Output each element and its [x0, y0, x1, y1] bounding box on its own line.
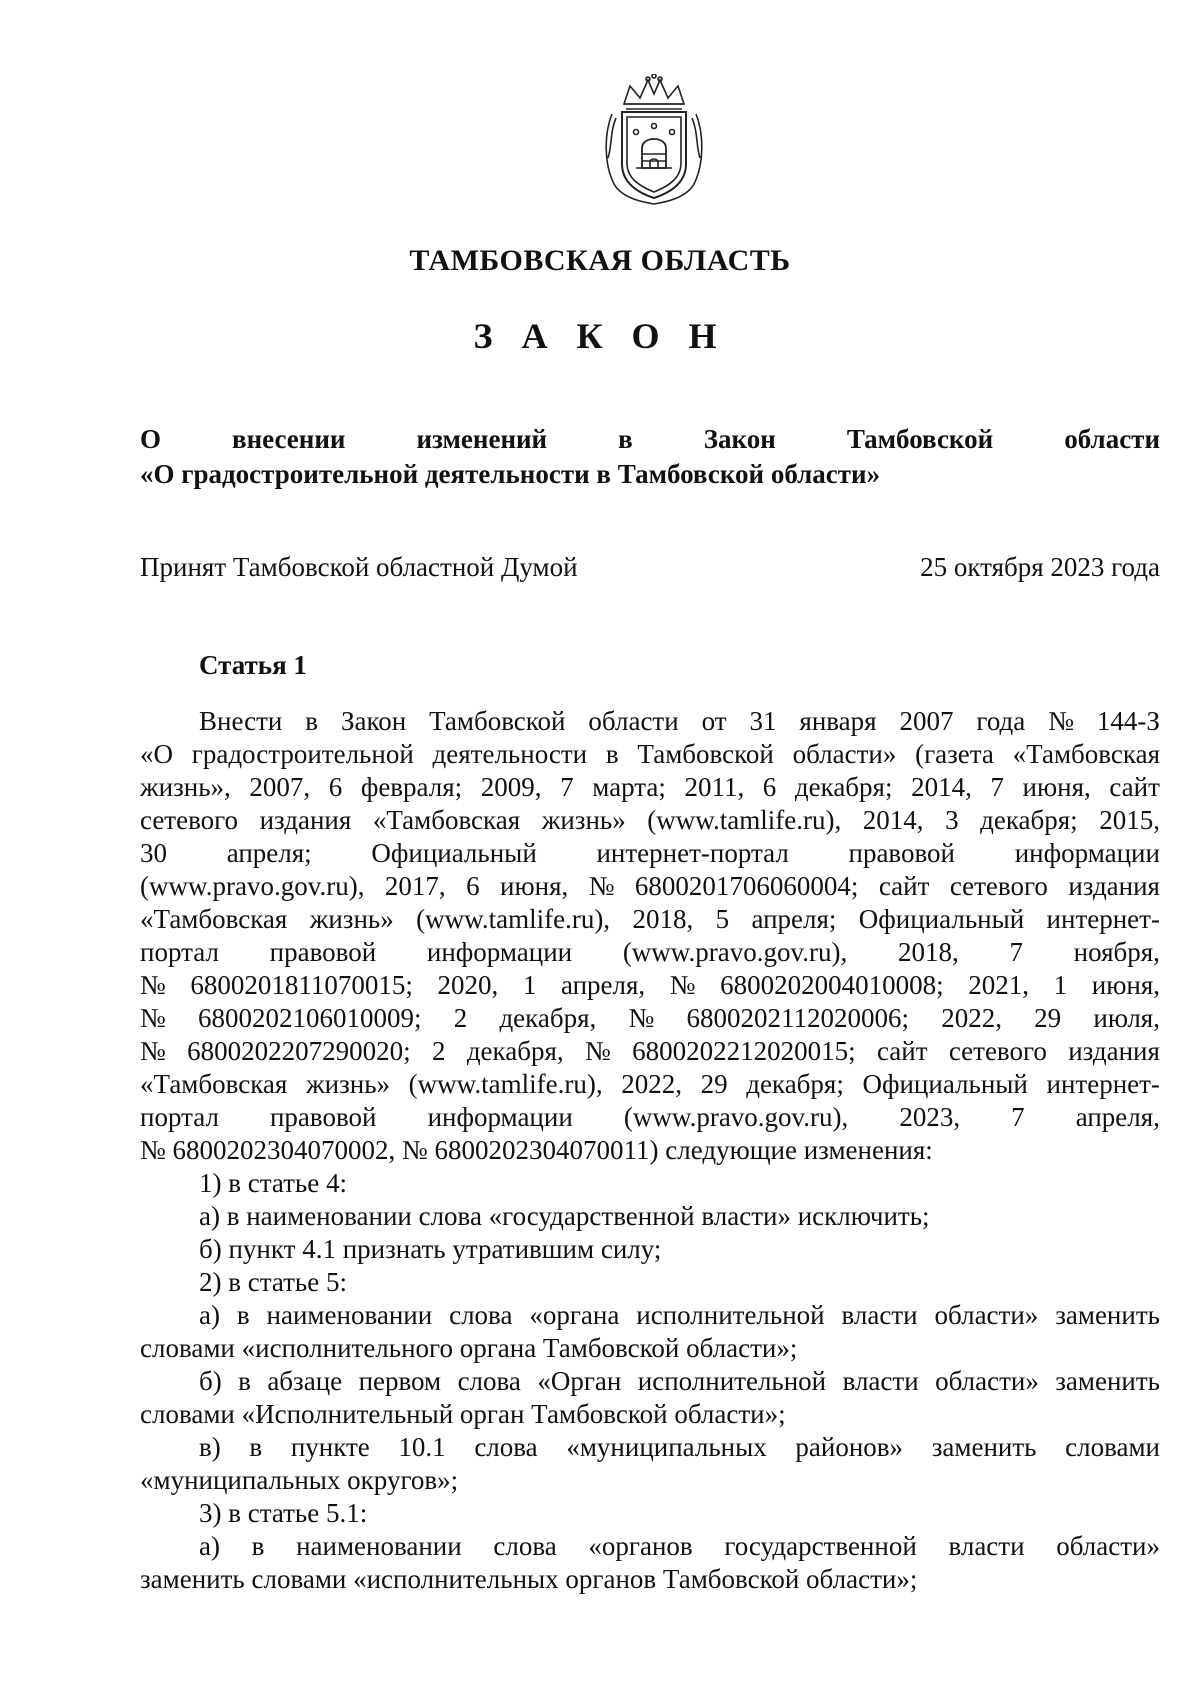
article-word: слова — [493, 1531, 557, 1561]
article-word: 2009, — [480, 772, 542, 802]
article-word: № — [1048, 706, 1074, 736]
article-word: в) — [199, 1432, 221, 1462]
article-word: февраля; — [360, 772, 463, 802]
article-word: «О — [140, 739, 173, 769]
law-title-line-1 — [140, 422, 1160, 457]
article-line — [140, 804, 1160, 837]
article-word: б) — [199, 1366, 222, 1396]
article-word: ноября, — [1073, 937, 1160, 967]
article-heading: Статья 1 — [199, 650, 307, 680]
article-word: «Тамбовская — [140, 1069, 288, 1099]
article-word: словами — [1065, 1432, 1160, 1462]
article-word: портал — [140, 1102, 219, 1132]
article-word: июня, — [1022, 772, 1091, 802]
article-line — [140, 903, 1160, 936]
article-word: правовой — [848, 838, 956, 868]
law-title — [140, 422, 1160, 492]
article-word: апреля; — [226, 838, 312, 868]
article-word: (www.tamlife.ru), — [408, 1069, 603, 1099]
article-word: «Орган — [537, 1366, 622, 1396]
article-line — [140, 1068, 1160, 1101]
article-word: правовой — [269, 937, 377, 967]
title-word: изменений — [416, 424, 548, 454]
article-word: 2015, — [1099, 805, 1160, 835]
article-line: 2) в статье 5: — [199, 1267, 347, 1297]
article-line: 3) в статье 5.1: — [199, 1498, 368, 1528]
article-line — [140, 1431, 1160, 1464]
article-word: (www.pravo.gov.ru), — [622, 937, 848, 967]
article-line — [140, 738, 1160, 771]
article-word: 6 — [466, 871, 480, 901]
article-word: Тамбовской — [637, 739, 774, 769]
article-word: портал — [140, 937, 219, 967]
article-word: (газета — [915, 739, 994, 769]
article-word: информации — [1014, 838, 1160, 868]
article-word: декабря; — [980, 805, 1078, 835]
article-word: 7 — [1009, 937, 1023, 967]
article-word: 2 — [431, 1036, 446, 1066]
article-line — [140, 771, 1160, 804]
article-word: 7 — [990, 772, 1004, 802]
article-word: 2022, — [941, 1003, 1002, 1033]
article-word: 2007, — [249, 772, 311, 802]
article-word: градостроительной — [191, 739, 414, 769]
title-word: в — [618, 424, 633, 454]
article-word: «Тамбовская — [140, 904, 288, 934]
article-word: 7 — [560, 772, 574, 802]
article-line — [140, 837, 1160, 870]
article-word: сетевого — [140, 805, 239, 835]
article-line: словами «исполнительного органа Тамбовской области»; — [140, 1333, 798, 1363]
article-word: Официальный — [862, 1069, 1028, 1099]
article-word: 6800202212020015; — [632, 1036, 856, 1066]
article-word: правовой — [269, 1102, 377, 1132]
article-word: 2018, — [897, 937, 959, 967]
adoption-info — [140, 552, 1160, 583]
article-word: года — [976, 706, 1026, 736]
article-line: б) пункт 4.1 признать утратившим силу; — [199, 1234, 662, 1264]
article-word: 2017, — [384, 871, 446, 901]
document-type: З А К О Н — [473, 316, 727, 356]
article-word: пункте — [290, 1432, 370, 1462]
article-word: 2018, — [632, 904, 694, 934]
article-word: области» — [792, 739, 897, 769]
article-word: а) — [199, 1531, 220, 1561]
article-word: сетевого — [948, 1036, 1047, 1066]
article-word: в — [251, 1531, 265, 1561]
article-word: государственной — [724, 1531, 917, 1561]
article-word: «муниципальных — [566, 1432, 767, 1462]
article-word: 6800202106010009; — [197, 1003, 422, 1033]
article-word: июля, — [1093, 1003, 1160, 1033]
article-word: власти — [842, 1366, 919, 1396]
article-word: 31 — [749, 706, 777, 736]
law-title-line-2: «О градостроительной деятельности в Тамбовской области» — [140, 459, 881, 489]
article-word: районов» — [795, 1432, 904, 1462]
article-line — [140, 1035, 1160, 1068]
article-word: 2007 — [899, 706, 954, 736]
article-line — [140, 1365, 1160, 1398]
article-word: 2020, — [437, 970, 499, 1000]
article-word: власти — [841, 1300, 918, 1330]
article-word: 29 — [1034, 1003, 1062, 1033]
article-word: Закон — [340, 706, 407, 736]
article-word: апреля, — [1075, 1102, 1160, 1132]
article-word: жизнь» — [541, 805, 626, 835]
article-word: «органа — [529, 1300, 620, 1330]
article-word: 144-З — [1096, 706, 1160, 736]
article-word: № — [140, 1036, 166, 1066]
article-word: в — [605, 739, 619, 769]
article-word: № — [588, 871, 615, 901]
title-word: О — [140, 424, 162, 454]
article-line: а) в наименовании слова «государственной власти» исключить; — [199, 1201, 930, 1231]
title-word: области — [1064, 424, 1160, 454]
article-word: в — [249, 1432, 263, 1462]
article-line: № 6800202304070002, № 6800202304070011) следующие изменения: — [140, 1135, 933, 1165]
article-word: власти — [948, 1531, 1025, 1561]
article-word: 2011, — [684, 772, 745, 802]
article-word: № — [669, 970, 696, 1000]
article-line: «муниципальных округов»; — [140, 1465, 459, 1495]
title-word: Тамбовской — [846, 424, 994, 454]
article-word: 3 — [945, 805, 959, 835]
article-word: 5 — [715, 904, 730, 934]
adopted-by: Принят Тамбовской областной Думой — [140, 552, 578, 582]
article-line — [140, 936, 1160, 969]
article-word: декабря; — [746, 1069, 844, 1099]
article-word: «Тамбовская — [1012, 739, 1160, 769]
article-word: жизнь» — [309, 904, 394, 934]
article-word: «Тамбовская — [372, 805, 521, 835]
article-word: (www.tamlife.ru), — [647, 805, 842, 835]
article-word: от — [701, 706, 727, 736]
adoption-date: 25 октября 2023 года — [920, 552, 1160, 582]
article-word: области — [588, 706, 679, 736]
article-word: 2014, — [862, 805, 924, 835]
article-body — [140, 705, 1160, 1596]
article-line — [140, 870, 1160, 903]
article-word: заменить — [1055, 1300, 1160, 1330]
article-word: № — [584, 1036, 611, 1066]
article-word: 6800201706060004; — [634, 871, 859, 901]
article-word: (www.tamlife.ru), — [416, 904, 611, 934]
article-word: издания — [1068, 871, 1160, 901]
article-word: апреля, — [560, 970, 646, 1000]
article-word: 6800202112020006; — [686, 1003, 909, 1033]
article-word: 2023, — [899, 1102, 961, 1132]
article-word: марта; — [592, 772, 666, 802]
article-word: сайт — [878, 871, 930, 901]
article-word: слова — [474, 1432, 538, 1462]
article-word: № — [628, 1003, 655, 1033]
article-word: Официальный — [858, 904, 1025, 934]
article-word: деятельности — [432, 739, 588, 769]
article-word: заменить — [1055, 1366, 1160, 1396]
article-word: сайт — [1109, 772, 1160, 802]
article-word: заменить — [931, 1432, 1037, 1462]
article-word: сайт — [876, 1036, 928, 1066]
article-word: издания — [1068, 1036, 1160, 1066]
article-word: области» — [934, 1300, 1039, 1330]
article-word: в — [238, 1366, 251, 1396]
article-word: жизнь», — [140, 772, 231, 802]
article-word: декабря, — [466, 1036, 564, 1066]
article-word: апреля; — [751, 904, 837, 934]
article-word: декабря, — [499, 1003, 597, 1033]
article-word: наименовании — [266, 1300, 433, 1330]
article-word: 6800201811070015; — [190, 970, 413, 1000]
article-word: 7 — [1011, 1102, 1025, 1132]
article-line — [140, 969, 1160, 1002]
article-word: «органов — [588, 1531, 693, 1561]
coat-of-arms-icon — [602, 74, 706, 206]
article-line — [140, 1299, 1160, 1332]
article-word: декабря; — [794, 772, 893, 802]
article-word: исполнительной — [637, 1366, 827, 1396]
title-word: Закон — [703, 424, 776, 454]
article-word: Тамбовской — [429, 706, 566, 736]
article-word: 6800202004010008; — [720, 970, 944, 1000]
article-word: жизнь» — [305, 1069, 391, 1099]
article-line: заменить словами «исполнительных органов Тамбовской области»; — [140, 1564, 918, 1594]
article-word: 6 — [328, 772, 343, 802]
article-word: слова — [457, 1366, 521, 1396]
article-line — [140, 1530, 1160, 1563]
article-word: абзаце — [267, 1366, 343, 1396]
article-word: интернет- — [1046, 1069, 1160, 1099]
article-word: июня, — [1091, 970, 1160, 1000]
article-word: интернет-портал — [596, 838, 789, 868]
article-line: словами «Исполнительный орган Тамбовской области»; — [140, 1399, 786, 1429]
title-word: внесении — [232, 424, 346, 454]
article-word: № — [140, 970, 166, 1000]
article-word: издания — [259, 805, 352, 835]
article-word: (www.pravo.gov.ru), — [140, 871, 365, 901]
article-word: (www.pravo.gov.ru), — [623, 1102, 849, 1132]
article-word: Внести — [199, 706, 283, 736]
article-word: исполнительной — [636, 1300, 825, 1330]
article-word: 2021, — [968, 970, 1030, 1000]
article-word: информации — [427, 1102, 573, 1132]
article-word: в — [305, 706, 319, 736]
article-word: 30 — [140, 838, 167, 868]
article-line — [140, 1101, 1160, 1134]
article-word: области» — [935, 1366, 1039, 1396]
article-word: первом — [358, 1366, 442, 1396]
article-word: области» — [1056, 1531, 1160, 1561]
article-word: 2014, — [911, 772, 972, 802]
article-word: 2 — [453, 1003, 468, 1033]
article-word: 2022, — [621, 1069, 682, 1099]
region-name: ТАМБОВСКАЯ ОБЛАСТЬ — [409, 244, 791, 277]
article-word: информации — [426, 937, 573, 967]
article-line — [140, 705, 1160, 738]
article-line: 1) в статье 4: — [199, 1168, 347, 1198]
article-word: Официальный — [371, 838, 537, 868]
article-word: № — [140, 1003, 166, 1033]
article-word: сетевого — [949, 871, 1048, 901]
article-word: наименовании — [296, 1531, 462, 1561]
article-word: слова — [449, 1300, 513, 1330]
article-word: в — [236, 1300, 250, 1330]
article-word: января — [799, 706, 877, 736]
article-word: июня, — [500, 871, 569, 901]
article-word: 6800202207290020; — [187, 1036, 411, 1066]
article-word: а) — [199, 1300, 220, 1330]
article-word: 29 — [700, 1069, 728, 1099]
article-word: 6 — [762, 772, 777, 802]
article-word: 1 — [1053, 970, 1068, 1000]
article-word: 1 — [522, 970, 537, 1000]
article-word: интернет- — [1046, 904, 1160, 934]
article-word: 10.1 — [398, 1432, 446, 1462]
article-line — [140, 1002, 1160, 1035]
